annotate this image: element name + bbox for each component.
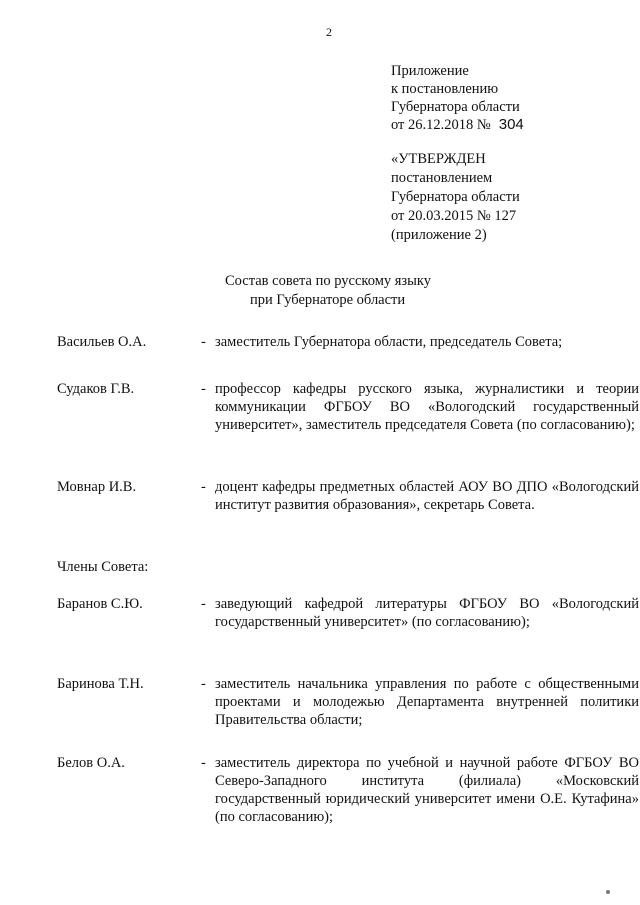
member-dash: - [201, 755, 206, 771]
member-description: доцент кафедры предметных областей АОУ ВО ДПО «Вологодский институт развития образования», секретарь Совета. [215, 479, 639, 513]
council-member-entry [57, 595, 639, 655]
member-entry [57, 380, 639, 460]
member-dash: - [201, 479, 206, 495]
approved-block [391, 150, 520, 245]
member-name: Васильев О.А. [57, 334, 147, 350]
title-line: Состав совета по русскому языку [225, 273, 431, 289]
scan-dot [606, 890, 610, 894]
member-name: Баринова Т.Н. [57, 676, 144, 692]
approved-line: от 20.03.2015 № 127 [391, 208, 517, 224]
member-entry [57, 333, 587, 353]
page-number: 2 [326, 25, 332, 39]
appendix-line: к постановлению [391, 81, 499, 97]
appendix-header [391, 62, 524, 134]
member-name: Мовнар И.В. [57, 479, 137, 495]
member-entry [57, 478, 639, 538]
title-line: при Губернаторе области [250, 292, 406, 308]
appendix-line: Приложение [391, 63, 469, 79]
member-dash: - [201, 596, 206, 612]
member-description: заместитель начальника управления по работе с общественными проектами и молодежью Департамента внутренней политики Правительства области; [215, 676, 639, 728]
approved-line: (приложение 2) [391, 227, 487, 243]
member-name: Баранов С.Ю. [57, 596, 143, 612]
member-dash: - [201, 334, 206, 350]
decree-number: 304 [498, 116, 524, 133]
member-description: заместитель Губернатора области, председатель Совета; [215, 334, 563, 350]
member-name: Белов О.А. [57, 755, 125, 771]
approved-line: постановлением [391, 170, 493, 186]
council-member-entry [57, 754, 639, 834]
appendix-date: от 26.12.2018 № [391, 117, 491, 133]
member-name: Судаков Г.В. [57, 381, 135, 397]
appendix-date-line [391, 116, 524, 134]
member-description: заведующий кафедрой литературы ФГБОУ ВО «Вологодский государственный университет» (по согласованию); [215, 596, 639, 630]
approved-line: Губернатора области [391, 189, 520, 205]
approved-line: «УТВЕРЖДЕН [391, 151, 486, 167]
member-dash: - [201, 676, 206, 692]
member-description: профессор кафедры русского языка, журналистики и теории коммуникации ФГБОУ ВО «Вологодский государственный университет», заместитель председателя Совета (по согласованию); [215, 381, 639, 433]
member-dash: - [201, 381, 206, 397]
council-members-label: Члены Совета: [57, 559, 149, 575]
appendix-line: Губернатора области [391, 99, 520, 115]
document-title [225, 272, 431, 310]
member-description: заместитель директора по учебной и научной работе ФГБОУ ВО Северо-Западного института (филиала) «Московский государственный юридический университет имени О.Е. Кутафина» (по согласованию); [215, 755, 639, 825]
council-member-entry [57, 675, 639, 735]
